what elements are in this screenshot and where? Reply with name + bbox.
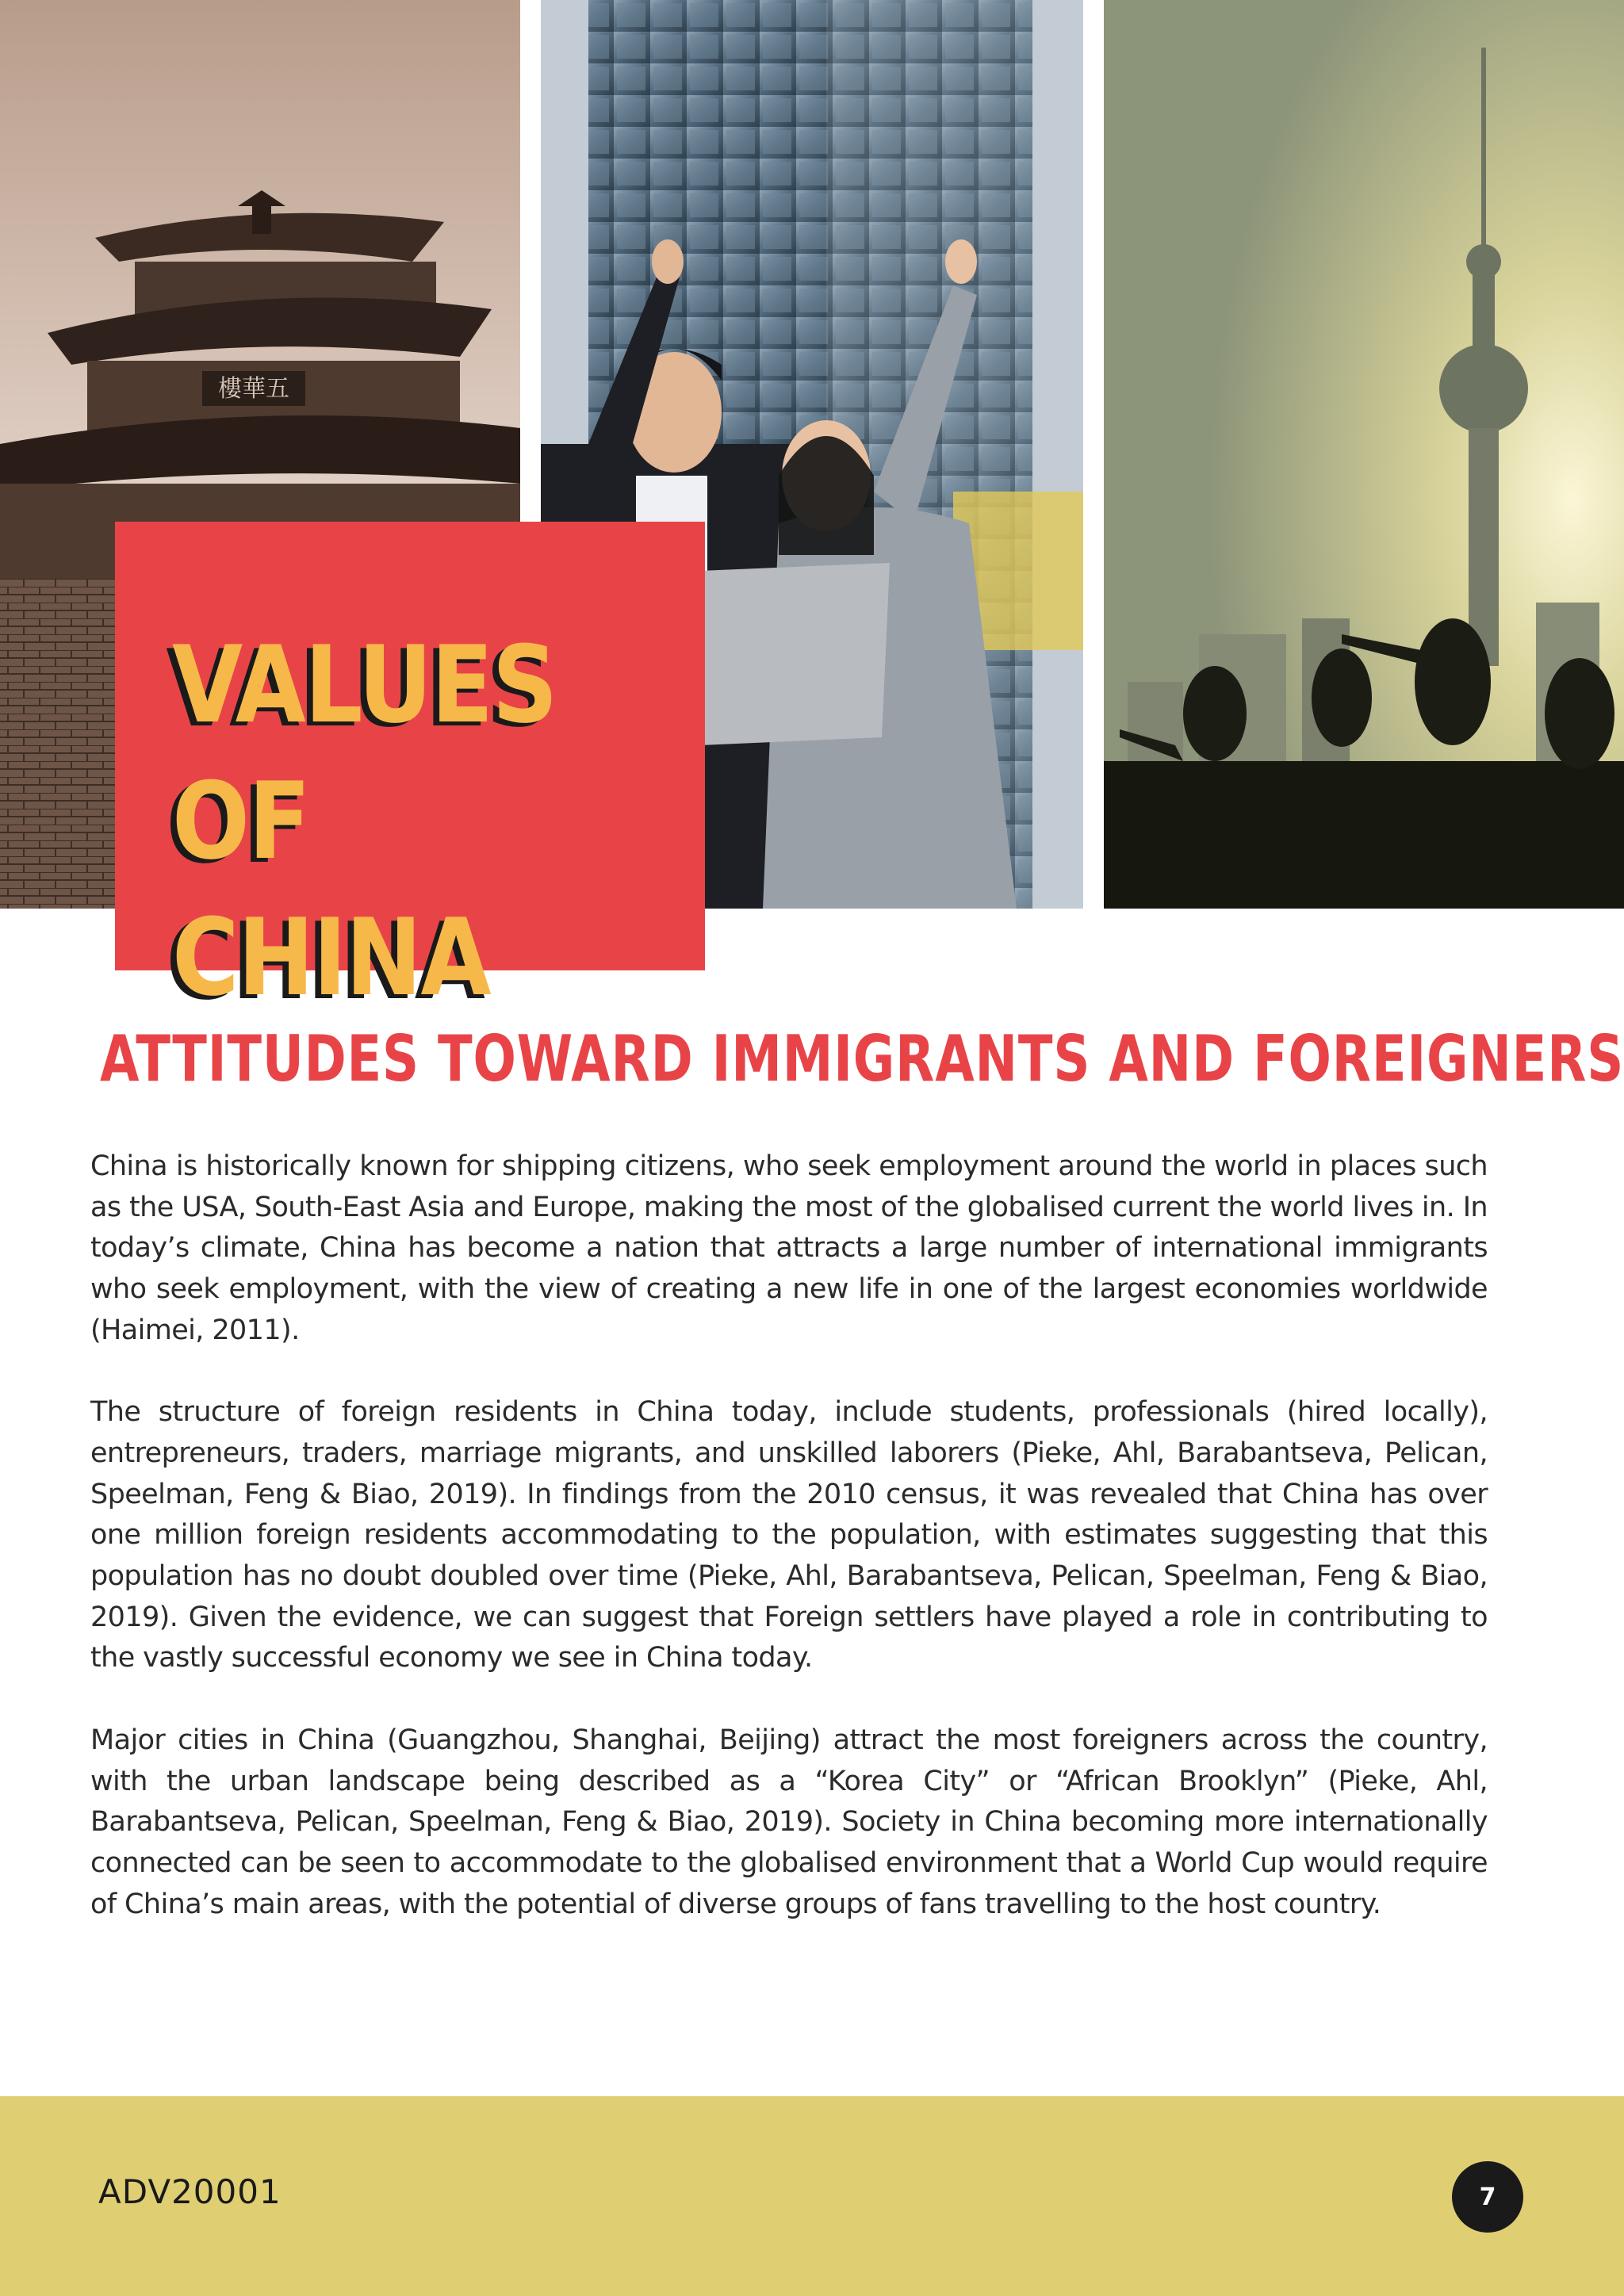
course-code: ADV20001 [98,2172,282,2211]
skyline-illustration [1104,0,1624,909]
shanghai-skyline-photo [1104,0,1624,909]
page-title: VALUES OF CHINA [172,623,557,1020]
footer [0,2096,1624,2296]
paragraph-1: China is historically known for shipping citizens, who seek employment around the world in places such as the USA, South-East Asia and Europe, making the most of the globalised current the world lives in. In today’s climate, China has become a nation that attracts a large number of international immigrants who seek employment, with the view of creating a new life in one of the largest economies worldwide (Haimei, 2011). [90,1150,1488,1346]
page-number-badge: 7 [1452,2161,1523,2233]
title-box [115,522,705,1020]
pagoda-sign-text: 樓華五 [218,375,289,403]
section-heading: ATTITUDES TOWARD IMMIGRANTS AND FOREIGNERS [100,1022,1624,1096]
body-text [90,1146,1488,1966]
paragraph-2: The structure of foreign residents in China today, include students, professionals (hired locally), entrepreneurs, traders, marriage migrants, and unskilled laborers (Pieke, Ahl, Barabantseva, Pelican, Speelman, Feng & Biao, 2019). In findings from the 2010 census, it was revealed that China has over one million foreign residents accommodating to the population, with estimates suggesting that this population has no doubt doubled over time (Pieke, Ahl, Barabantseva, Pelican, Speelman, Feng & Biao, 2019). Given the evidence, we can suggest that Foreign settlers have played a role in contributing to the vastly successful economy we see in China today. [90,1396,1488,1674]
paragraph-3: Major cities in China (Guangzhou, Shanghai, Beijing) attract the most foreigners across the country, with the urban landscape being described as a “Korea City” or “African Brooklyn” (Pieke, Ahl, Barabantseva, Pelican, Speelman, Feng & Biao, 2019). Society in China becoming more internationally connected can be seen to accommodate to the globalised environment that a World Cup would require of China’s main areas, with the potential of diverse groups of fans travelling to the host country. [90,1724,1488,1920]
